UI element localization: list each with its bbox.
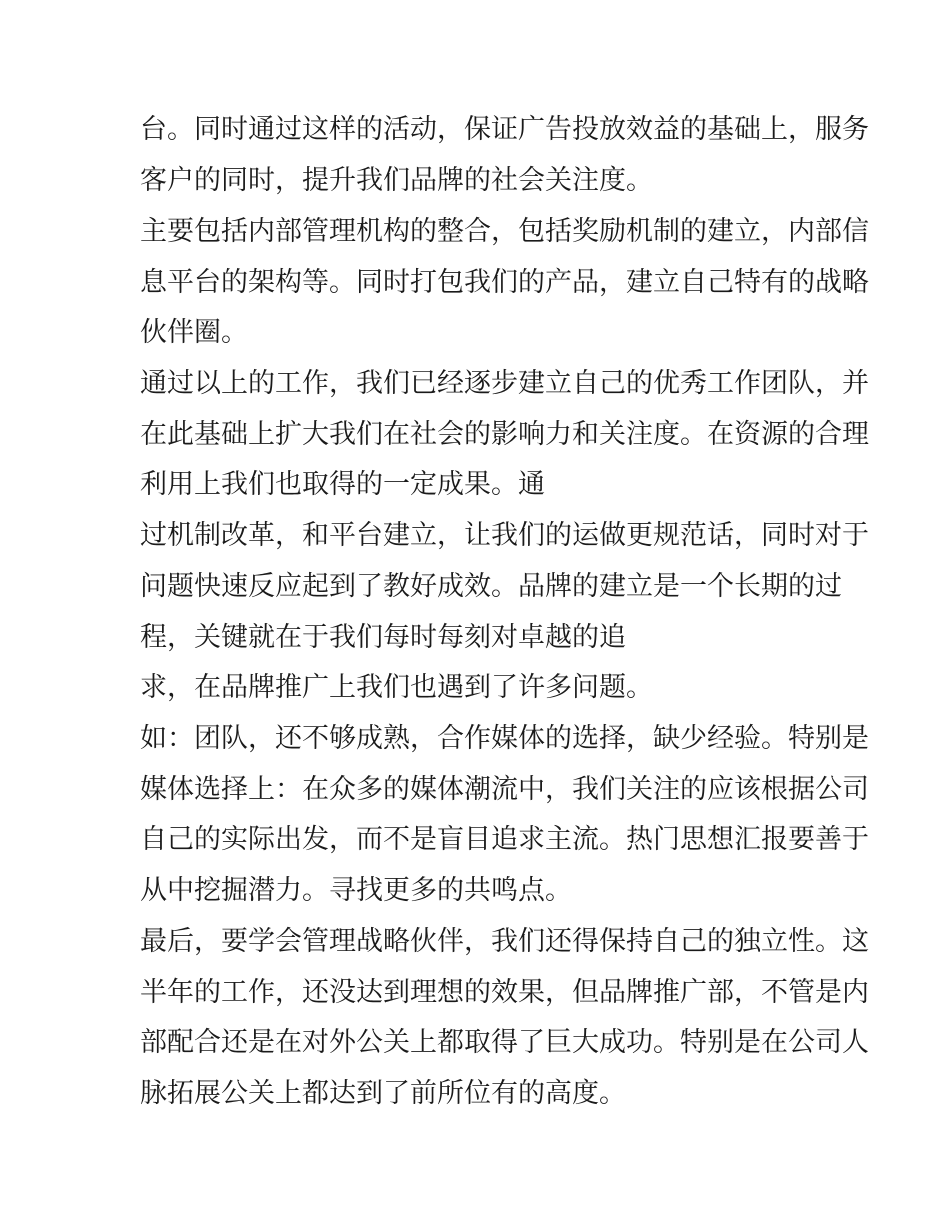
text-line: 半年的工作，还没达到理想的效果，但品牌推广部，不管是内 [140,977,869,1008]
text-line: 最后，要学会管理战略伙伴，我们还得保持自己的独立性。这 [140,926,869,957]
text-line: 通过以上的工作，我们已经逐步建立自己的优秀工作团队，并 [140,368,869,399]
text-line: 客户的同时，提升我们品牌的社会关注度。 [140,165,653,196]
text-line: 主要包括内部管理机构的整合，包括奖励机制的建立，内部信 [140,216,869,247]
text-line: 求，在品牌推广上我们也遇到了许多问题。 [140,672,653,703]
text-line: 过机制改革，和平台建立，让我们的运做更规范话，同时对于 [140,520,869,551]
text-line: 程，关键就在于我们每时每刻对卓越的追 [140,622,626,653]
text-line: 台。同时通过这样的活动，保证广告投放效益的基础上，服务 [140,114,869,145]
text-line: 在此基础上扩大我们在社会的影响力和关注度。在资源的合理 [140,419,869,450]
text-line: 如：团队，还不够成熟，合作媒体的选择，缺少经验。特别是 [140,723,869,754]
text-line: 利用上我们也取得的一定成果。通 [140,469,545,500]
text-line: 息平台的架构等。同时打包我们的产品，建立自己特有的战略 [140,267,869,298]
text-line: 媒体选择上：在众多的媒体潮流中，我们关注的应该根据公司 [140,774,869,805]
text-line: 从中挖掘潜力。寻找更多的共鸣点。 [140,875,572,906]
text-line: 伙伴圈。 [140,317,248,348]
text-line: 部配合还是在对外公关上都取得了巨大成功。特别是在公司人 [140,1027,869,1058]
text-line: 脉拓展公关上都达到了前所位有的高度。 [140,1078,626,1109]
text-line: 问题快速反应起到了教好成效。品牌的建立是一个长期的过 [140,571,842,602]
text-line: 自己的实际出发，而不是盲目追求主流。热门思想汇报要善于 [140,824,869,855]
